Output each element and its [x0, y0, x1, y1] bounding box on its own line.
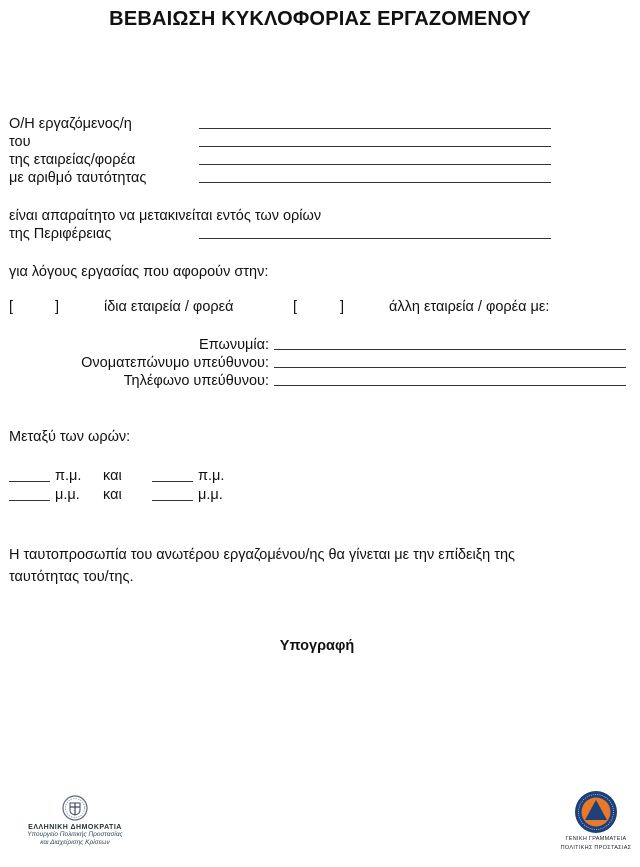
hours-am-from-field[interactable]	[9, 481, 50, 482]
footer-right-line1: ΓΕΝΙΚΗ ΓΡΑΜΜΑΤΕΙΑ	[565, 836, 627, 842]
hours-am-to-field[interactable]	[152, 481, 193, 482]
greek-coat-of-arms-icon	[62, 795, 88, 821]
region-label: της Περιφέρειας	[9, 226, 112, 242]
hours-am-to-suffix: π.μ.	[198, 468, 225, 484]
document-title: ΒΕΒΑΙΩΣΗ ΚΥΚΛΟΦΟΡΙΑΣ ΕΡΓΑΖΟΜΕΝΟΥ	[109, 8, 531, 30]
footer-left-line2: Υπουργείο Πολιτικής Προστασίας	[27, 831, 123, 838]
other-company-checkbox-open[interactable]: [	[293, 299, 298, 315]
footer-right-line2: ΠΟΛΙΤΙΚΗΣ ΠΡΟΣΤΑΣΙΑΣ	[560, 845, 632, 851]
same-company-checkbox-close[interactable]: ]	[55, 299, 60, 315]
civil-protection-emblem-icon	[574, 790, 618, 834]
responsible-name-field[interactable]	[274, 367, 626, 368]
hours-pm-to-field[interactable]	[152, 500, 193, 501]
responsible-phone-label: Τηλέφωνο υπεύθυνου:	[123, 373, 269, 389]
hellenic-republic-logo	[10, 795, 140, 847]
civil-protection-logo	[556, 790, 636, 852]
same-company-label: ίδια εταιρεία / φορεά	[104, 299, 234, 315]
company-field[interactable]	[199, 164, 551, 165]
hours-label: Μεταξύ των ωρών:	[9, 429, 131, 445]
hours-pm-from-suffix: μ.μ.	[55, 487, 80, 503]
employee-name-field[interactable]	[199, 128, 551, 129]
employee-name-label: Ο/Η εργαζόμενος/η	[9, 116, 132, 132]
hours-pm-to-suffix: μ.μ.	[198, 487, 223, 503]
responsible-phone-field[interactable]	[274, 385, 626, 386]
footer-left-line3: και Διαχείρισης Κρίσεων	[40, 839, 110, 846]
company-label: της εταιρείας/φορέα	[9, 152, 136, 168]
hours-pm-from-field[interactable]	[9, 500, 50, 501]
father-name-field[interactable]	[199, 146, 551, 147]
footer-left-line1: ΕΛΛΗΝΙΚΗ ΔΗΜΟΚΡΑΤΙΑ	[28, 824, 122, 831]
movement-text: είναι απαραίτητο να μετακινείται εντός των ορίων	[9, 208, 322, 224]
company-name-field[interactable]	[274, 349, 626, 350]
id-number-field[interactable]	[199, 182, 551, 183]
region-field[interactable]	[199, 238, 551, 239]
id-number-label: με αριθμό ταυτότητας	[9, 170, 147, 186]
same-company-checkbox-open[interactable]: [	[9, 299, 14, 315]
reason-text: για λόγους εργασίας που αφορούν στην:	[9, 264, 269, 280]
identity-text-line1: Η ταυτοπροσωπία του ανωτέρου εργαζομένου/ης θα γίνεται με την επίδειξη της	[9, 547, 516, 563]
other-company-label: άλλη εταιρεία / φορέα με:	[389, 299, 550, 315]
hours-pm-connector: και	[103, 487, 122, 503]
identity-text-line2: ταυτότητας του/της.	[9, 569, 134, 585]
father-name-label: του	[9, 134, 31, 150]
hours-am-from-suffix: π.μ.	[55, 468, 82, 484]
responsible-name-label: Ονοματεπώνυμο υπεύθυνου:	[81, 355, 269, 371]
company-name-label: Επωνυμία:	[199, 337, 269, 353]
hours-am-connector: και	[103, 468, 122, 484]
signature-label: Υπογραφή	[279, 638, 355, 654]
other-company-checkbox-close[interactable]: ]	[340, 299, 345, 315]
